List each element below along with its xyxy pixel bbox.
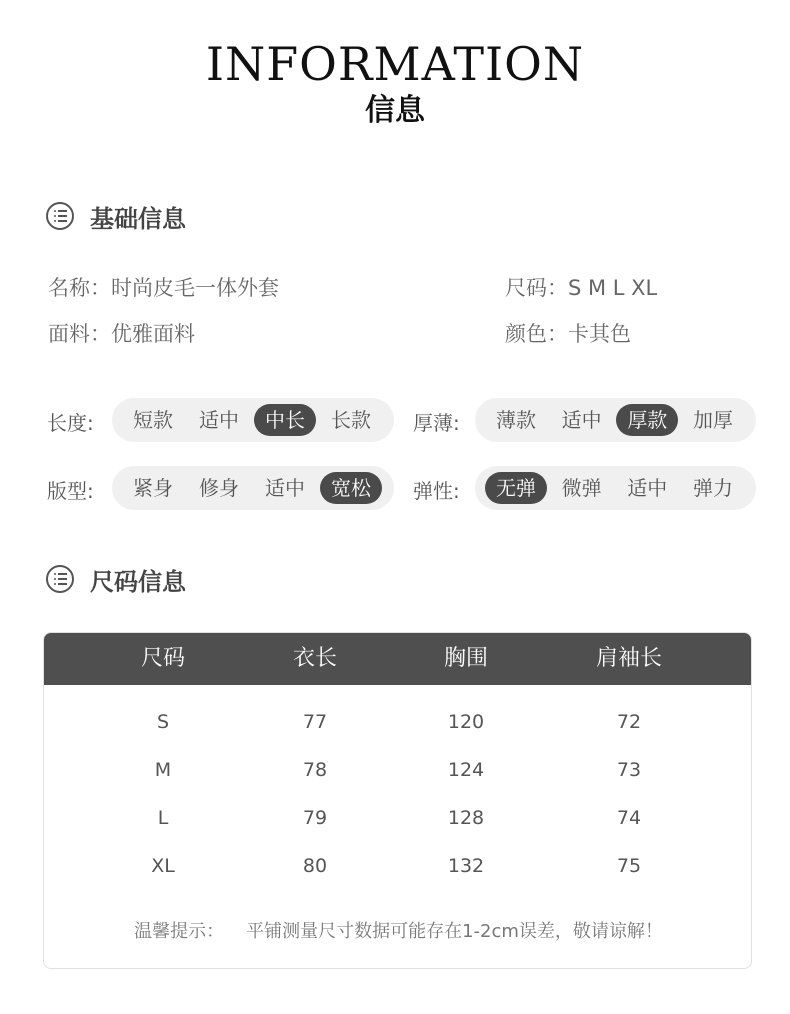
table-cell: XL xyxy=(151,855,175,877)
length-option[interactable]: 适中 xyxy=(199,408,239,432)
size-table xyxy=(43,632,752,969)
thickness-option[interactable]: 厚款 xyxy=(616,404,678,436)
table-cell: 77 xyxy=(302,711,328,733)
product-fabric: 面料：优雅面料 xyxy=(48,322,195,346)
page-subtitle: 信息 xyxy=(365,93,425,128)
length-option[interactable]: 短款 xyxy=(133,408,173,432)
length-option[interactable]: 长款 xyxy=(331,408,371,432)
product-name: 名称：时尚皮毛一体外套 xyxy=(48,276,279,300)
table-header-cell: 肩袖长 xyxy=(595,646,662,671)
table-cell: 128 xyxy=(447,807,485,829)
elasticity-option[interactable]: 弹力 xyxy=(692,476,733,500)
table-row xyxy=(44,707,752,737)
fit-label: 版型: xyxy=(47,479,94,503)
product-color: 颜色：卡其色 xyxy=(505,322,631,346)
elasticity-option[interactable]: 适中 xyxy=(627,476,668,500)
table-row xyxy=(44,803,752,833)
size-info-title: 尺码信息 xyxy=(90,567,186,596)
thickness-options xyxy=(475,398,756,442)
list-icon xyxy=(46,202,74,230)
table-header-cell: 尺码 xyxy=(140,646,185,671)
length-option[interactable]: 中长 xyxy=(254,404,316,436)
length-label: 长度: xyxy=(47,411,94,435)
thickness-option[interactable]: 加厚 xyxy=(692,408,733,432)
page-title: INFORMATION xyxy=(205,37,585,91)
table-header-cell: 胸围 xyxy=(443,646,488,671)
basic-info-header xyxy=(46,200,186,232)
fit-option[interactable]: 宽松 xyxy=(320,472,382,504)
elasticity-label: 弹性: xyxy=(413,479,460,503)
fit-option[interactable]: 适中 xyxy=(265,476,305,500)
table-header-row xyxy=(44,633,752,685)
table-cell: 72 xyxy=(616,711,642,733)
table-cell: 78 xyxy=(302,759,328,781)
table-header-cell: 衣长 xyxy=(292,646,337,671)
thickness-label: 厚薄: xyxy=(413,411,460,435)
size-info-header xyxy=(46,563,186,595)
thickness-option[interactable]: 适中 xyxy=(561,408,602,432)
table-cell: 132 xyxy=(447,855,485,877)
measurement-tip xyxy=(44,917,752,943)
table-cell: 120 xyxy=(447,711,485,733)
table-cell: 124 xyxy=(447,759,485,781)
fit-option[interactable]: 修身 xyxy=(199,476,239,500)
table-row xyxy=(44,851,752,881)
list-icon xyxy=(46,565,74,593)
elasticity-option[interactable]: 无弹 xyxy=(485,472,547,504)
table-cell: S xyxy=(156,711,170,733)
fit-option[interactable]: 紧身 xyxy=(133,476,173,500)
basic-info-title: 基础信息 xyxy=(90,204,186,233)
table-cell: 74 xyxy=(616,807,642,829)
table-cell: M xyxy=(154,759,172,781)
elasticity-options xyxy=(475,466,756,510)
thickness-option[interactable]: 薄款 xyxy=(496,408,536,432)
table-cell: 75 xyxy=(616,855,642,877)
table-cell: 73 xyxy=(616,759,642,781)
table-cell: 79 xyxy=(302,807,328,829)
length-options xyxy=(112,398,394,442)
elasticity-option[interactable]: 微弹 xyxy=(561,476,602,500)
tip-text: 平铺测量尺寸数据可能存在1-2cm误差，敬请谅解！ xyxy=(246,921,663,942)
table-cell: L xyxy=(157,807,169,829)
table-cell: 80 xyxy=(302,855,328,877)
tip-label: 温馨提示： xyxy=(134,921,225,942)
product-sizes: 尺码：S M L XL xyxy=(505,276,658,300)
table-row xyxy=(44,755,752,785)
fit-options xyxy=(112,466,394,510)
